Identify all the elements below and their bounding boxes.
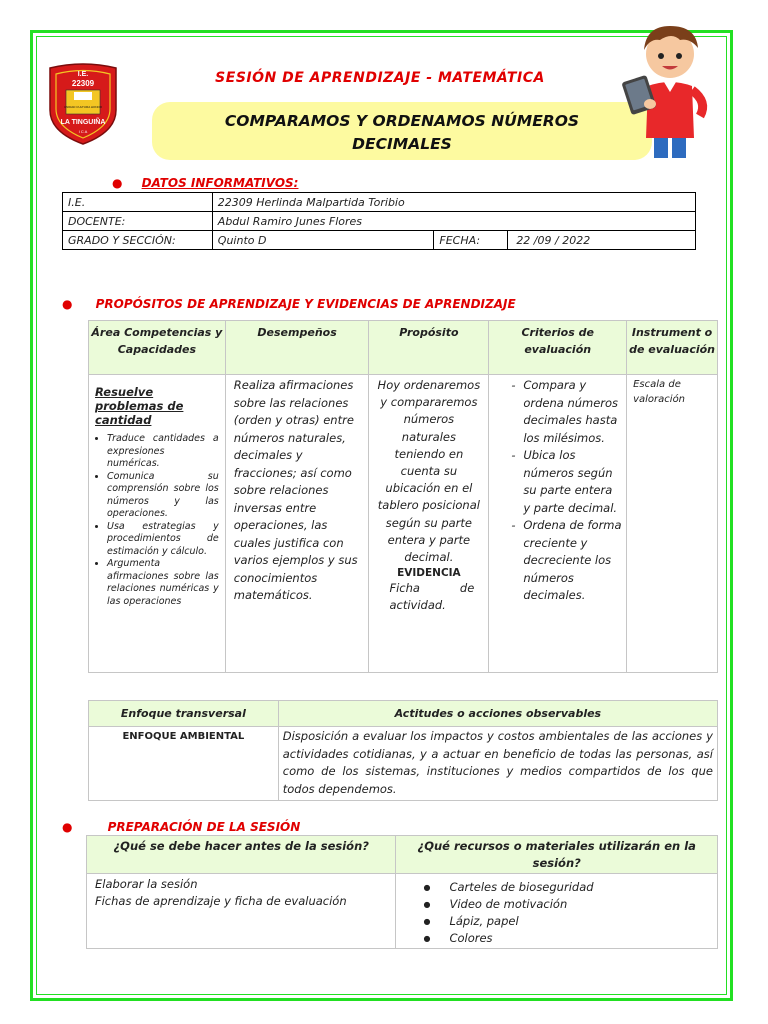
bullet-icon: ● bbox=[62, 297, 73, 311]
evidencia-label: EVIDENCIA bbox=[397, 567, 461, 580]
fecha-label: FECHA: bbox=[434, 231, 508, 250]
cell-area bbox=[89, 375, 226, 673]
logo-ie-text: I.E. bbox=[77, 71, 89, 78]
header-recursos: ¿Qué recursos o materiales utilizarán en la sesión? bbox=[396, 836, 718, 874]
table-row bbox=[63, 212, 696, 231]
header-enfoque: Enfoque transversal bbox=[89, 701, 279, 727]
list-item: ● Lápiz, papel bbox=[397, 913, 716, 930]
bullet-icon: ● bbox=[62, 820, 73, 834]
instrumento-text: Escala de valoración bbox=[627, 375, 718, 673]
criterios-list bbox=[509, 377, 622, 605]
enfoque-description: Disposición a evaluar los impactos y costos ambientales de las acciones y actividades cotidianas, y a actuar en beneficio de todas las personas, así como de los sistemas, instituciones y medios compartidos de los que todos dependemos. bbox=[278, 727, 717, 801]
header-actitudes: Actitudes o acciones observables bbox=[278, 701, 717, 727]
propositos-heading-text: PROPÓSITOS DE APRENDIZAJE Y EVIDENCIAS DE APRENDIZAJE bbox=[95, 297, 516, 311]
desempeno-text: Realiza afirmaciones sobre las relaciones (orden y otras) entre números naturales, decimales y fracciones; así como sobre relaciones inversas entre operaciones, las cuales justifica con varios ejemplos y sus conocimientos matemáticos. bbox=[225, 375, 369, 673]
session-title: SESIÓN DE APRENDIZAJE - MATEMÁTICA bbox=[215, 70, 545, 86]
capacidades-list bbox=[95, 433, 219, 608]
ie-label: I.E. bbox=[63, 193, 213, 212]
main-title bbox=[152, 110, 652, 156]
header-desempenos: Desempeños bbox=[225, 321, 369, 375]
header-antes: ¿Qué se debe hacer antes de la sesión? bbox=[87, 836, 396, 874]
enfoque-name: ENFOQUE AMBIENTAL bbox=[89, 727, 279, 801]
list-item: Elaborar la sesión bbox=[95, 877, 198, 891]
table-row bbox=[89, 375, 718, 673]
cell-antes bbox=[87, 874, 396, 949]
proposito-text: Hoy ordenaremos y compararemos números naturales teniendo en cuenta su ubicación en el tablero posicional según su parte entera y parte decimal. bbox=[377, 378, 481, 565]
table-row bbox=[63, 193, 696, 212]
cell-recursos bbox=[396, 874, 718, 949]
datos-table bbox=[62, 192, 696, 250]
header-criterios: Criterios de evaluación bbox=[489, 321, 627, 375]
list-item: Fichas de aprendizaje y ficha de evaluación bbox=[95, 894, 347, 908]
table-row bbox=[87, 874, 718, 949]
cell-proposito bbox=[369, 375, 489, 673]
logo-number-text: 22309 bbox=[71, 79, 95, 88]
docente-value: Abdul Ramiro Junes Flores bbox=[212, 212, 695, 231]
preparacion-heading-text: PREPARACIÓN DE LA SESIÓN bbox=[107, 820, 301, 834]
list-item: ● Carteles de bioseguridad bbox=[397, 879, 716, 896]
main-title-line2: DECIMALES bbox=[352, 135, 452, 153]
docente-label: DOCENTE: bbox=[63, 212, 213, 231]
ie-value: 22309 Herlinda Malpartida Toribio bbox=[212, 193, 695, 212]
propositos-table bbox=[88, 320, 718, 673]
logo-motto-text: UNIDAD CULTURA HONOR bbox=[63, 105, 103, 109]
fecha-value: 22 /09 / 2022 bbox=[508, 231, 696, 250]
logo-place-text: LA TINGUIÑA bbox=[60, 119, 106, 126]
boy-with-tablet-illustration bbox=[620, 16, 726, 160]
cell-criterios bbox=[489, 375, 627, 673]
header-instrumento: Instrument o de evaluación bbox=[627, 321, 718, 375]
enfoque-table bbox=[88, 700, 718, 801]
preparacion-table bbox=[86, 835, 718, 949]
evidencia-text: Ficha de actividad. bbox=[389, 581, 475, 613]
datos-heading bbox=[112, 172, 298, 191]
grado-value: Quinto D bbox=[212, 231, 434, 250]
table-header-row bbox=[89, 321, 718, 375]
bullet-icon: ● bbox=[112, 176, 123, 190]
header-area: Área Competencias y Capacidades bbox=[89, 321, 226, 375]
table-row bbox=[89, 727, 718, 801]
list-item: ● Video de motivación bbox=[397, 896, 716, 913]
propositos-heading bbox=[62, 293, 516, 312]
grado-label: GRADO Y SECCIÓN: bbox=[63, 231, 213, 250]
main-title-line1: COMPARAMOS Y ORDENAMOS NÚMEROS bbox=[224, 112, 580, 130]
list-item: - Ubica los números según su parte entera y parte decimal. bbox=[523, 447, 622, 517]
list-item: • Traduce cantidades a expresiones numéricas. bbox=[107, 433, 219, 471]
header-proposito: Propósito bbox=[369, 321, 489, 375]
list-item: • Argumenta afirmaciones sobre las relaciones numéricas y las operaciones bbox=[107, 558, 219, 608]
table-header-row bbox=[89, 701, 718, 727]
list-item: - Compara y ordena números decimales hasta los milésimos. bbox=[523, 377, 622, 447]
datos-heading-text: DATOS INFORMATIVOS: bbox=[141, 176, 299, 190]
table-row bbox=[63, 231, 696, 250]
preparacion-heading bbox=[62, 816, 300, 835]
list-item: - Ordena de forma creciente y decreciente los números decimales. bbox=[523, 517, 622, 605]
list-item: • Comunica su comprensión sobre los números y las operaciones. bbox=[107, 471, 219, 521]
competencia-text: Resuelve problemas de cantidad bbox=[95, 385, 184, 427]
logo-sub-text: I C A bbox=[78, 129, 88, 134]
list-item: • Usa estrategias y procedimientos de estimación y cálculo. bbox=[107, 521, 219, 559]
school-shield-logo bbox=[46, 62, 120, 146]
table-header-row bbox=[87, 836, 718, 874]
recursos-list bbox=[397, 879, 716, 947]
list-item: ● Colores bbox=[397, 930, 716, 947]
